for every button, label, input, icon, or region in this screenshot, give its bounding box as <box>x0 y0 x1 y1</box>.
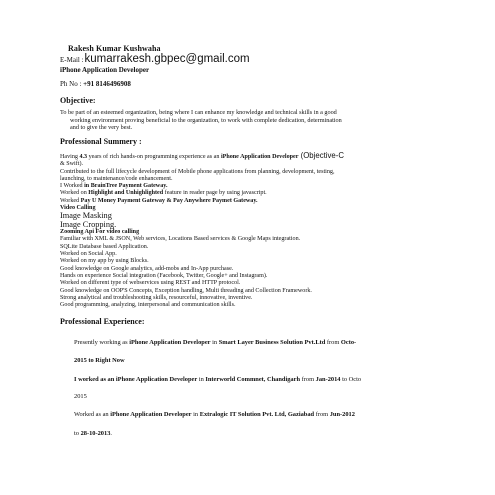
summary-line: Image Cropping. <box>60 219 117 229</box>
summary-line: launching, to maintenance/code enhancement. <box>60 175 173 182</box>
objective-line-3: and to give the very best. <box>70 124 133 132</box>
summary-line: Familiar with XML & JSON, Web services, Locations Based services & Google Maps integration. <box>60 236 301 243</box>
summary-line: Good programming, analyzing, interpersonal and communication skills. <box>60 302 236 309</box>
summary-line: SQLite Database based Application. <box>60 243 149 250</box>
summary-line: Worked on different type of webservices using REST and HTTP protocol. <box>60 280 241 287</box>
summary-line: I Worked in BrainTree Payment Gateway. <box>60 183 168 190</box>
summary-line-experience: Having 4.3 years of rich hands-on programming experience as an iPhone Application Developer (Objective-C <box>60 151 344 160</box>
email-line <box>60 53 250 65</box>
experience-entry-current-dates: 2015 to Right Now <box>74 357 125 364</box>
summary-line: Video Calling <box>60 205 96 212</box>
summary-line: Hands on experience Social integration (Facebook, Twitter, Google+ and Instagram). <box>60 272 268 279</box>
experience-entry-interworld-year: 2015 <box>74 393 87 400</box>
experience-entry-extralogic: Worked as an iPhone Application Developer in Extralogic IT Solution Pvt. Ltd, Gaziabad from Jun-2012 <box>74 411 355 418</box>
experience-entry-extralogic-end: to 28-10-2013. <box>74 430 113 437</box>
experience-heading: Professional Experience: <box>60 317 145 326</box>
phone-label: Ph No : <box>60 80 84 88</box>
experience-entry-interworld: I worked as an iPhone Application Developer in Interworld Commnet, Chandigarh from Jan-2014 to Octo <box>74 376 362 383</box>
email-address[interactable]: kumarrakesh.gbpec@gmail.com <box>84 53 250 65</box>
objective-heading: Objective: <box>60 96 96 105</box>
summary-line: Good knowledge on Google analytics, add-mobs and In-App purchase. <box>60 265 234 272</box>
summary-line: Contributed to the full lifecycle development of Mobile phone applications from planning, development, testing, <box>60 168 335 175</box>
email-label: E-Mail : <box>60 56 84 64</box>
objective-text <box>60 109 440 132</box>
summary-line: Worked on my app by using Blocks. <box>60 258 149 265</box>
phone-number: +91 8146496908 <box>83 80 131 88</box>
summary-line: & Swift). <box>60 161 84 168</box>
objective-line-1: To be part of an esteemed organization, being where I can enhance my knowledge and technical skills in a good <box>60 109 337 116</box>
summary-line: Worked on Highlight and Unhighlighted feature in reader page by using javascript. <box>60 190 267 197</box>
objective-line-2: working environment proving beneficial to the organization, to work with complete dedication, determination <box>70 116 342 124</box>
summary-list <box>60 152 445 309</box>
years-value: 4.3 <box>79 154 88 160</box>
summary-line: Worked on Social App. <box>60 251 117 258</box>
summary-heading: Professional Summery : <box>60 137 142 146</box>
phone-line <box>60 80 131 88</box>
summary-line: Good knowledge on OOP'S Concepts, Exception handling, Multi threading and Collection Framework. <box>60 287 312 294</box>
summary-line: Zooming Api For video calling <box>60 229 140 236</box>
summary-line: Strong analytical and troubleshooting skills, resourceful, innovative, inventive. <box>60 294 253 301</box>
candidate-name: Rakesh Kumar Kushwaha <box>68 44 161 53</box>
job-title: iPhone Application Developer <box>60 66 150 74</box>
summary-line: Image Masking <box>60 211 112 221</box>
summary-line: Worked Pay U Money Payment Gateway & Pay Anywhere Paymet Gateway. <box>60 197 258 204</box>
experience-entry-current: Presently working as iPhone Application Developer in Smart Layer Business Solution Pvt.Ltd from Octo- <box>74 339 357 346</box>
